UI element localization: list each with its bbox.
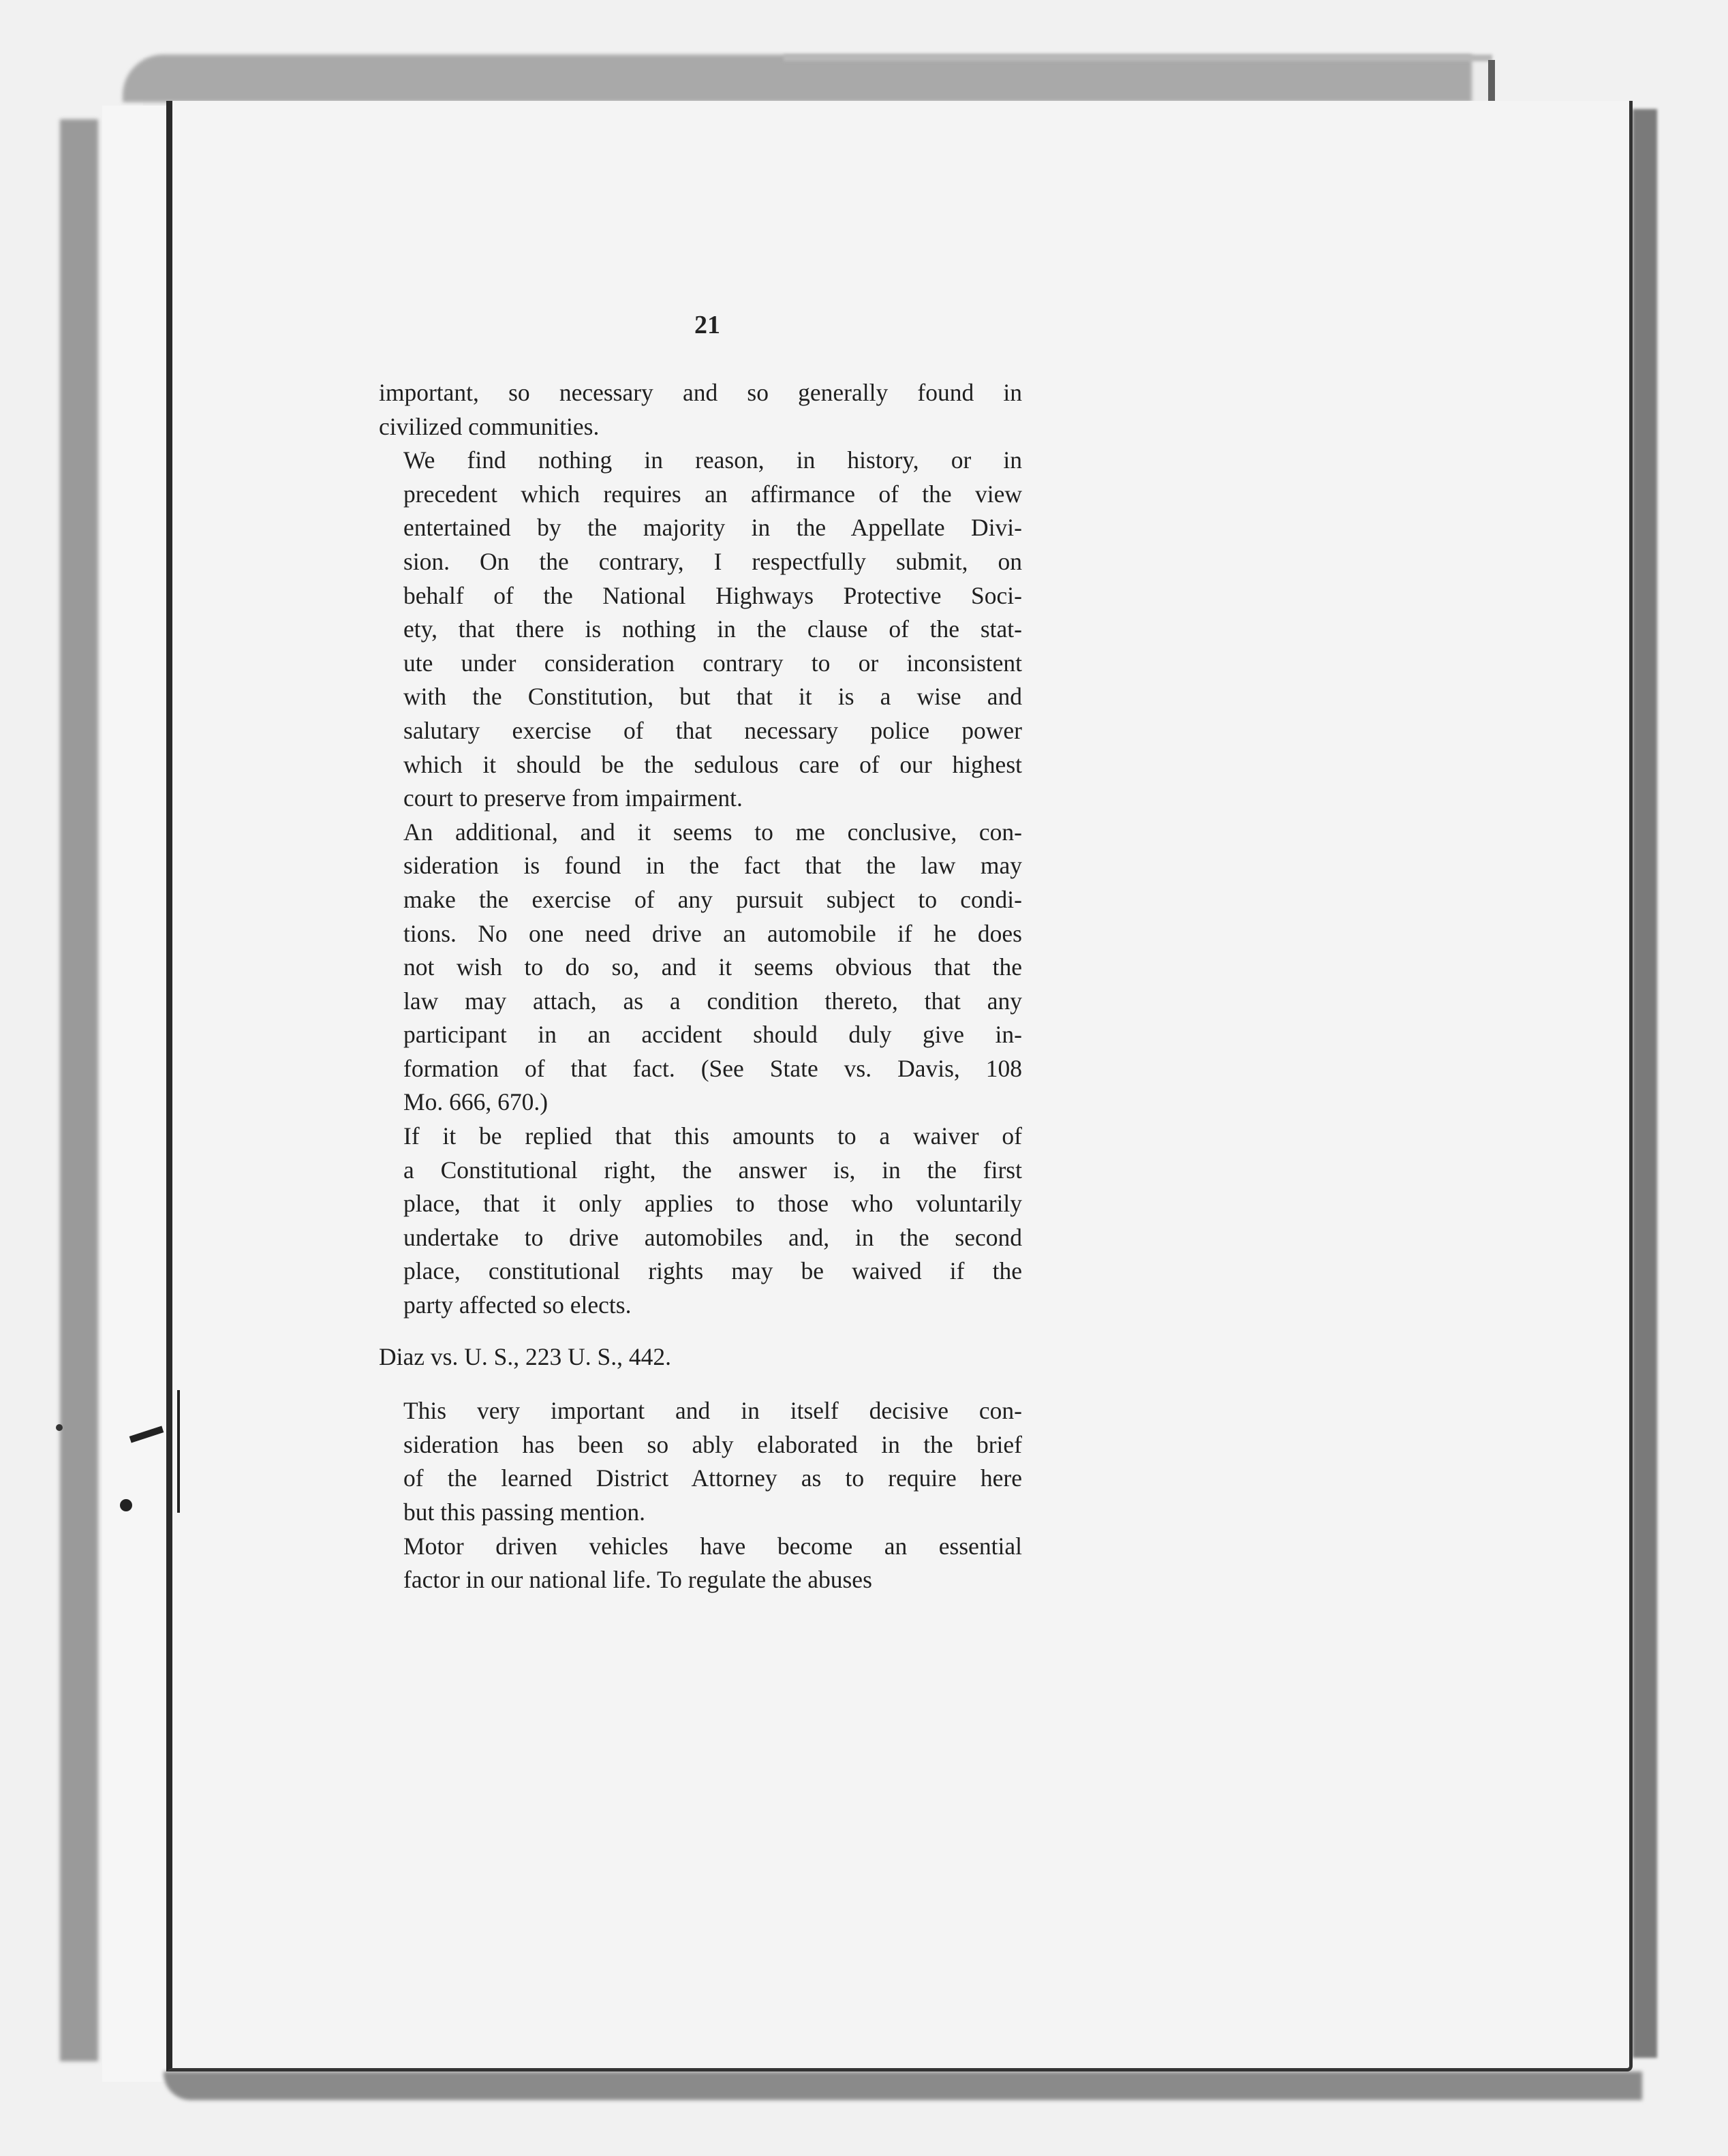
text-line: ute under consideration contrary to or inconsistent: [403, 649, 1022, 677]
text-line: of the learned District Attorney as to require here: [403, 1464, 1022, 1492]
text-line: sion. On the contrary, I respectfully submit, on: [403, 547, 1022, 575]
text-line: with the Constitution, but that it is a wise and: [403, 683, 1022, 711]
paragraph: [379, 1394, 1022, 1529]
text-line: place, constitutional rights may be waived if the: [403, 1257, 1022, 1285]
text-line: important, so necessary and so generally found in: [379, 379, 1022, 406]
left-edge-shadow: [60, 119, 98, 2061]
text-line: ety, that there is nothing in the clause of the stat-: [403, 615, 1022, 643]
page-number: 21: [694, 311, 720, 339]
staple-knot: [120, 1499, 132, 1511]
case-citation: [379, 1340, 1022, 1374]
paragraph: [379, 1120, 1022, 1323]
text-line: participant in an accident should duly give in-: [403, 1021, 1022, 1049]
text-line: which it should be the sedulous care of our highest: [403, 750, 1022, 778]
text-line: sideration has been so ably elaborated in the brief: [403, 1430, 1022, 1458]
text-line: behalf of the National Highways Protective Soci-: [403, 581, 1022, 609]
text-line: law may attach, as a condition thereto, that any: [403, 987, 1022, 1015]
text-line: tions. No one need drive an automobile if he does: [403, 919, 1022, 947]
underlying-sheet-corner: [1488, 60, 1495, 101]
text-line: Diaz vs. U. S., 223 U. S., 442.: [379, 1342, 671, 1370]
underlying-sheet-edge: [784, 55, 1492, 61]
text-line: court to preserve from impairment.: [403, 784, 743, 812]
text-line: entertained by the majority in the Appellate Divi-: [403, 514, 1022, 542]
text-line: This very important and in itself decisive con-: [403, 1397, 1022, 1425]
text-line: party affected so elects.: [403, 1291, 632, 1319]
text-line: If it be replied that this amounts to a waiver of: [403, 1122, 1022, 1150]
text-line: Motor driven vehicles have become an essential: [403, 1532, 1022, 1560]
top-edge-shadow: [123, 55, 1472, 102]
text-line: precedent which requires an affirmance of the view: [403, 480, 1022, 508]
paragraph: [379, 1530, 1022, 1597]
text-line: An additional, and it seems to me conclusive, con-: [403, 818, 1022, 846]
staple-kink: [129, 1426, 164, 1443]
binding-spine: [102, 106, 166, 2082]
text-line: Mo. 666, 670.): [403, 1088, 549, 1116]
paragraph: [379, 816, 1022, 1120]
text-line: undertake to drive automobiles and, in the second: [403, 1223, 1022, 1251]
body-text: [379, 376, 1022, 1597]
text-line: salutary exercise of that necessary police power: [403, 716, 1022, 744]
right-edge-shadow: [1633, 109, 1657, 2058]
text-line: sideration is found in the fact that the law may: [403, 852, 1022, 880]
text-line: place, that it only applies to those who voluntarily: [403, 1190, 1022, 1218]
dust-speck: [56, 1424, 63, 1431]
text-line: civilized communities.: [379, 412, 600, 440]
text-line: formation of that fact. (See State vs. Davis, 108: [403, 1054, 1022, 1082]
text-line: We find nothing in reason, in history, or in: [403, 446, 1022, 474]
text-line: but this passing mention.: [403, 1498, 645, 1526]
binding-staple: [123, 1390, 180, 1513]
text-line: make the exercise of any pursuit subject to condi-: [403, 885, 1022, 913]
text-line: not wish to do so, and it seems obvious that the: [403, 953, 1022, 981]
paragraph: [379, 444, 1022, 816]
text-line: factor in our national life. To regulate the abuses: [403, 1566, 872, 1594]
bottom-edge-shadow: [164, 2072, 1642, 2100]
text-line: a Constitutional right, the answer is, in the first: [403, 1156, 1022, 1184]
paragraph: [379, 376, 1022, 444]
